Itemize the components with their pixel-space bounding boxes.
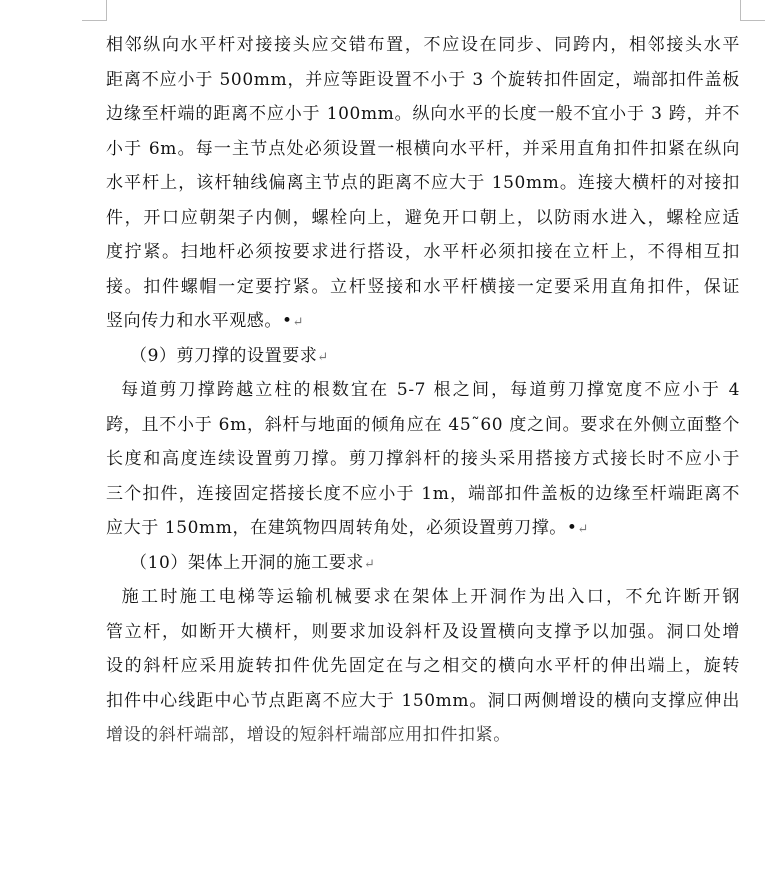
text-line-cut-off: 增设的斜杆端部，增设的短斜杆端部应用扣件扣紧。 [106,725,511,745]
text-line: 度拧紧。扫地杆必须按要求进行搭设，水平杆必须扣接在立杆上，不得相互扣 [106,242,740,262]
text-line: 件，开口应朝架子内侧，螺栓向上，避免开口朝上，以防雨水进入，螺栓应适 [106,207,740,228]
text-line: 接。扣件螺帽一定要拧紧。立杆竖接和水平杆横接一定要采用直角扣件，保证 [106,276,740,297]
paragraph-scissor-bracing [106,373,740,546]
page-corner-mark-right [740,0,765,21]
paragraph-mark: ↵ [317,349,329,365]
text-line: 每道剪刀撑跨越立柱的根数宜在 5-7 根之间，每道剪刀撑宽度不应小于 4 [106,380,740,400]
text-line-last [106,511,740,546]
document-page [106,28,740,753]
text-line: 距离不应小于 500mm，并应等距设置不小于 3 个旋转扣件固定，端部扣件盖板 [106,69,740,90]
text-line: 管立杆，如断开大横杆，则要求加设斜杆及设置横向支撑予以加强。洞口处增 [106,621,740,642]
paragraph-mark: ↵ [292,315,304,330]
section-heading-9-text: （9）剪刀撑的设置要求 [130,345,318,366]
text-line: 三个扣件，连接固定搭接长度不应小于 1m，端部扣件盖板的边缘至杆端距离不 [106,483,740,504]
paragraph-scaffold-horizontal-bars [106,28,740,339]
text-line-last [106,304,740,339]
text-line: 水平杆上，该杆轴线偏离主节点的距离不应大于 150mm。连接大横杆的对接扣 [106,173,740,193]
section-heading-10-text: （10）架体上开洞的施工要求 [130,552,365,573]
paragraph-mark: ↵ [364,556,375,572]
paragraph-frame-openings [106,580,740,753]
text-line: 相邻纵向水平杆对接接头应交错布置，不应设在同步、同跨内，相邻接头水平 [106,35,740,55]
text-line: 施工时施工电梯等运输机械要求在架体上开洞作为出入口，不允许断开钢 [106,587,740,607]
text-line-content: 竖向传力和水平观感。• [106,311,293,331]
page-corner-mark-left [82,0,107,21]
text-line: 设的斜杆应采用旋转扣件优先固定在与之相交的横向水平杆的伸出端上，旋转 [106,656,740,676]
text-line: 小于 6m。每一主节点处必须设置一根横向水平杆，并采用直角扣件扣紧在纵向 [106,138,740,159]
text-line: 扣件中心线距中心节点距离不应大于 150mm。洞口两侧增设的横向支撑应伸出 [106,690,740,711]
text-line: 长度和高度连续设置剪刀撑。剪刀撑斜杆的接头采用搭接方式接长时不应小于 [106,449,740,469]
section-heading-10 [106,546,740,581]
text-line-content: 应大于 150mm，在建筑物四周转角处，必须设置剪刀撑。• [106,518,578,538]
text-line: 跨，且不小于 6m，斜杆与地面的倾角应在 45˜60 度之间。要求在外侧立面整个 [106,414,740,435]
text-line: 边缘至杆端的距离不应小于 100mm。纵向水平的长度一般不宜小于 3 跨，并不 [106,104,740,124]
paragraph-mark: ↵ [577,522,589,537]
section-heading-9 [106,339,740,374]
